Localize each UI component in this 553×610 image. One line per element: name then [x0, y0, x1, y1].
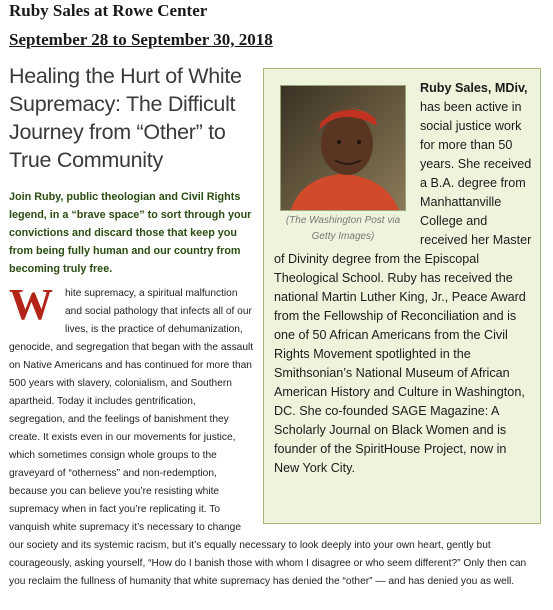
- article-body: [9, 280, 544, 591]
- event-dates: September 28 to September 30, 2018: [9, 30, 273, 49]
- photo-caption: (The Washington Post via Getty Images): [285, 215, 401, 242]
- bio-text: has been active in social justice work for more than 50 years. She received a B.A. degree from Manhattanville College and received her Master of Divinity degree from the Episcopal Theological School. Ruby has received the national Martin Luther King, Jr., Peace Award from the Fellowship of Reconciliation and is one of 50 African Americans from the Civil Rights Movement spotlighted in the Smithsonian’s National Museum of African American History and Culture in Washington, DC. She co-founded SAGE Magazine: A Scholarly Journal on Black Women and is founder of the SpiritHouse Project, now in New York City.: [274, 100, 532, 475]
- portrait-photo: [280, 85, 406, 211]
- article-intro: Join Ruby, public theologian and Civil Rights legend, in a “brave space” to sort through your convictions and discard those that keep you from being fully human and our country from becoming truly free.: [9, 191, 252, 275]
- event-heading: Ruby Sales at Rowe Center: [9, 1, 208, 20]
- drop-cap: W: [9, 280, 53, 329]
- article-body-text: hite supremacy, a spiritual malfunction and social pathology that infects all of our lives, is the practice of dehumanization, genocide, and segregation that began with the assault on Native Americans and has continued for more than 500 years with slavery, colonialism, and Southern apartheid. Today it includes gentrification, segregation, and the feelings of banishment they create. It exists even in our movements for justice, which sometimes consign whole groups to the graveyard of “otherness” and non-redemption, because you can believe you’re resisting white supremacy when in fact you’re replicating it. To vanquish white supremacy it’s necessary to change our society and its systemic racism, but it’s equally necessary to look deeply into your own heart, gently but courageously, asking yourself, “How do I banish those with whom I disagree or who seem different?” Only then can you reclaim the fullness of humanity that white supremacy has denied the “other” — and has denied you as well.: [9, 288, 527, 587]
- article-title: Healing the Hurt of White Supremacy: The Difficult Journey from “Other” to True Community: [9, 64, 242, 172]
- portrait-illustration: [281, 86, 405, 210]
- bio-name: Ruby Sales, MDiv,: [420, 81, 528, 95]
- photo-figure: [274, 85, 412, 245]
- text-flow-spacer: [254, 285, 544, 524]
